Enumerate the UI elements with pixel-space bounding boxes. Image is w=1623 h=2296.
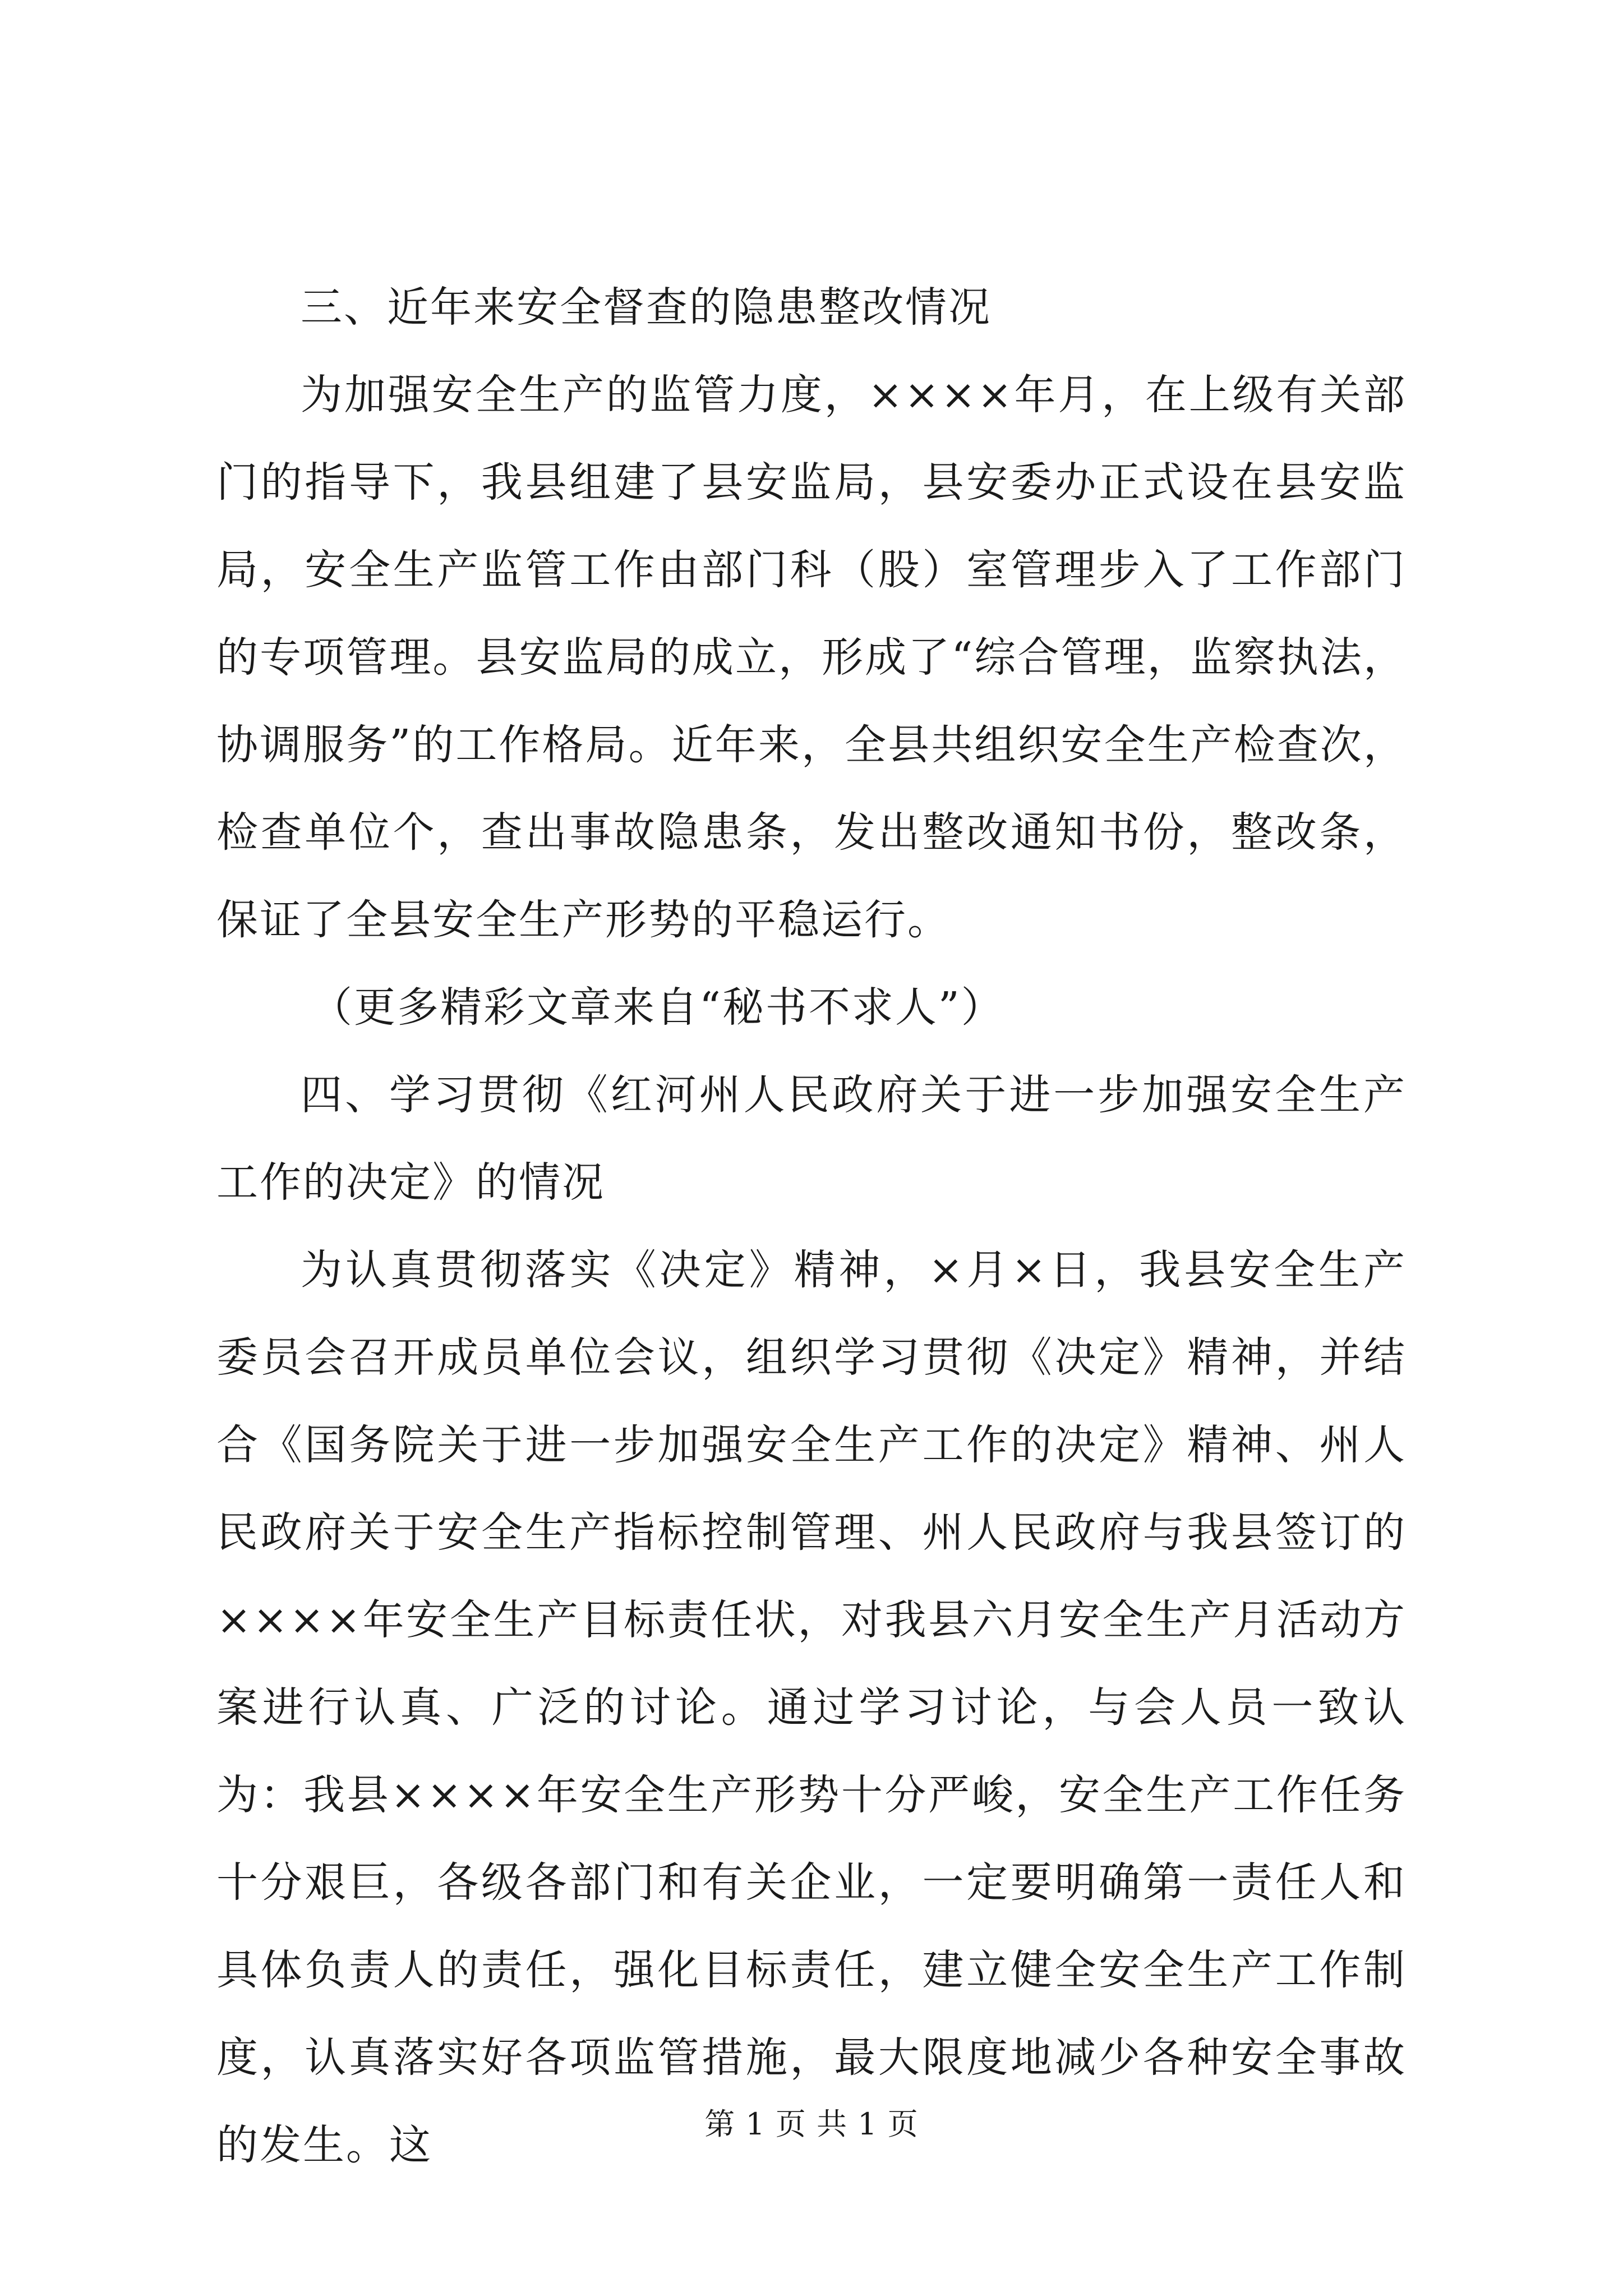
body-paragraph: 为认真贯彻落实《决定》精神，×月×日，我县安全生产委员会召开成员单位会议，组织学习贯彻《决定》精神，并结合《国务院关于进一步加强安全生产工作的决定》精神、州人民政府关于安全生产指标控制管理、州人民政府与我县签订的××××年安全生产目标责任状，对我县六月安全生产月活动方案进行认真、广泛的讨论。通过学习讨论，与会人员一致认为：我县××××年安全生产形势十分严峻，安全生产工作任务十分艰巨，各级各部门和有关企业，一定要明确第一责任人和具体负责人的责任，强化目标责任，建立健全安全生产工作制度，认真落实好各项监管措施，最大限度地减少各种安全事故的发生。这: [216, 1246, 1407, 2169]
section-heading-4: 四、学习贯彻《红河州人民政府关于进一步加强安全生产工作的决定》的情况: [216, 1071, 1407, 1207]
body-paragraph: 为加强安全生产的监管力度，××××年月，在上级有关部门的指导下，我县组建了县安监局，县安委办正式设在县安监局，安全生产监管工作由部门科（股）室管理步入了工作部门的专项管理。县安监局的成立，形成了“综合管理，监察执法，协调服务”的工作格局。近年来，全县共组织安全生产检查次，检查单位个，查出事故隐患条，发出整改通知书份，整改条，保证了全县安全生产形势的平稳运行。: [216, 371, 1407, 944]
source-note: （更多精彩文章来自“秘书不求人”）: [311, 983, 1004, 1032]
document-body: [216, 264, 1407, 2189]
page-footer: 第 1 页 共 1 页: [704, 2106, 919, 2142]
section-heading-3: 三、近年来安全督查的隐患整改情况: [301, 283, 992, 332]
